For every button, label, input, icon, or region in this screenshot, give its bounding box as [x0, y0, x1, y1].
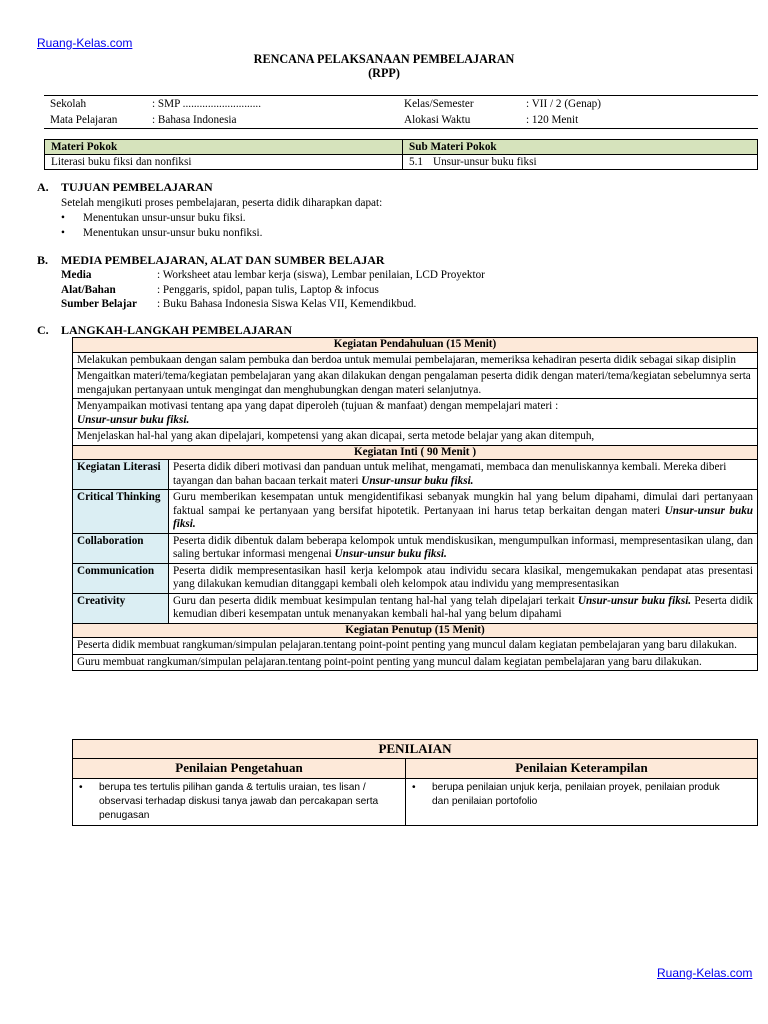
steps-table: [72, 337, 758, 671]
sekolah-value: : SMP ............................: [152, 98, 261, 110]
section-a-heading: A. TUJUAN PEMBELAJARAN: [37, 180, 213, 194]
table-row: Menjelaskan hal-hal yang akan dipelajari, kompetensi yang akan dicapai, serta metode belajar yang akan ditempuh,: [73, 429, 758, 446]
sekolah-label: Sekolah: [50, 98, 87, 110]
table-row: Mengaitkan materi/tema/kegiatan pembelajaran yang akan dilakukan dengan pengalaman peserta didik dengan materi/tema/kegiatan sebelumnya serta mengajukan pertanyaan untuk mengingat dan menghubungkan dengan materi selanjutnya.: [73, 369, 758, 399]
list-item: • Menentukan unsur-unsur buku fiksi.: [61, 212, 246, 224]
creat-label: Creativity: [73, 593, 169, 623]
doc-title: RENCANA PELAKSANAAN PEMBELAJARAN: [253, 52, 515, 66]
doc-subtitle: (RPP): [368, 66, 400, 80]
media-table: [61, 268, 485, 312]
sub-materi-value: 5.1 Unsur-unsur buku fiksi: [403, 155, 758, 170]
sumber-label: Sumber Belajar: [61, 298, 137, 310]
bullet-icon: •: [412, 781, 416, 793]
penutup-title: Kegiatan Penutup (15 Menit): [73, 623, 758, 638]
alat-value: : Penggaris, spidol, papan tulis, Laptop & infocus: [157, 283, 379, 296]
penilaian-col2: Penilaian Keterampilan: [406, 759, 758, 778]
table-row: Melakukan pembukaan dengan salam pembuka dan berdoa untuk memulai pembelajaran, memeriksa kehadiran peserta didik sebagai sikap disiplin: [73, 352, 758, 369]
penilaian-item1: • berupa tes tertulis pilihan ganda & tertulis uraian, tes lisan / observasi terhadap diskusi tanya jawab dan percakapan serta penugasan: [73, 778, 406, 825]
bullet-icon: •: [61, 227, 65, 239]
comm-text: Peserta didik mempresentasikan hasil kerja kelompok atau individu secara klasikal, mengemukakan pendapat atas presentasi yang dilakukan kemudian ditanggapi kembali oleh kelompok atau individu yang mempresentasikan: [169, 563, 758, 593]
sub-materi-header: Sub Materi Pokok: [403, 140, 758, 155]
bullet-icon: •: [79, 781, 83, 793]
penilaian-table: [72, 739, 758, 826]
alokasi-label: Alokasi Waktu: [404, 114, 471, 126]
top-link[interactable]: Ruang-Kelas.com: [37, 36, 133, 50]
bottom-link[interactable]: Ruang-Kelas.com: [657, 966, 753, 980]
comm-label: Communication: [73, 563, 169, 593]
critical-label: Critical Thinking: [73, 490, 169, 534]
literasi-text: Peserta didik diberi motivasi dan panduan untuk melihat, mengamati, membaca dan menuliskannya kembali. Mereka diberi tayangan dan bahan bacaan terkait materi Unsur-unsur buku fiksi.: [169, 460, 758, 490]
alokasi-value: : 120 Menit: [526, 114, 579, 126]
penilaian-col1: Penilaian Pengetahuan: [73, 759, 406, 778]
inti-title: Kegiatan Inti ( 90 Menit ): [73, 445, 758, 460]
materi-value: Literasi buku fiksi dan nonfiksi: [45, 155, 403, 170]
kelas-value: : VII / 2 (Genap): [526, 98, 601, 110]
pendahuluan-title: Kegiatan Pendahuluan (15 Menit): [73, 338, 758, 353]
critical-text: Guru memberikan kesempatan untuk mengidentifikasi sebanyak mungkin hal yang belum dipahami, dimulai dari pertanyaan faktual sampai ke pertanyaan yang bersifat hipotetik. Pertanyaan ini harus tetap berkaitan dengan materi Unsur-unsur buku fiksi.: [169, 490, 758, 534]
media-label: Media: [61, 269, 92, 281]
table-row: Guru membuat rangkuman/simpulan pelajaran.tentang point-point penting yang muncul dalam kegiatan pembelajaran yang baru dilakukan.: [73, 654, 758, 671]
penilaian-item2: • berupa penilaian unjuk kerja, penilaian proyek, penilaian produk dan penilaian portofolio: [406, 778, 758, 825]
alat-label: Alat/Bahan: [61, 283, 116, 296]
materi-header: Materi Pokok: [45, 140, 403, 155]
penilaian-title: PENILAIAN: [73, 740, 758, 759]
mapel-value: : Bahasa Indonesia: [152, 114, 237, 126]
section-c-heading: C. LANGKAH-LANGKAH PEMBELAJARAN: [37, 323, 293, 337]
section-b-heading: B. MEDIA PEMBELAJARAN, ALAT DAN SUMBER BELAJAR: [37, 253, 385, 267]
media-value: : Worksheet atau lembar kerja (siswa), Lembar penilaian, LCD Proyektor: [157, 269, 485, 281]
kelas-label: Kelas/Semester: [404, 98, 474, 110]
collab-label: Collaboration: [73, 533, 169, 563]
bullet-icon: •: [61, 212, 65, 224]
creat-text: Guru dan peserta didik membuat kesimpulan tentang hal-hal yang telah dipelajari terkait Unsur-unsur buku fiksi. Peserta didik kemudian diberi kesempatan untuk menanyakan kembali hal-hal yang belum dipahami: [169, 593, 758, 623]
collab-text: Peserta didik dibentuk dalam beberapa kelompok untuk mendiskusikan, mengumpulkan informasi, mempresentasikan ulang, dan saling bertukar informasi mengenai Unsur-unsur buku fiksi.: [169, 533, 758, 563]
table-row: Peserta didik membuat rangkuman/simpulan pelajaran.tentang point-point penting yang muncul dalam kegiatan pembelajaran yang baru dilakukan.: [73, 638, 758, 655]
info-table: [44, 95, 758, 129]
list-item: • Menentukan unsur-unsur buku nonfiksi.: [61, 227, 263, 239]
table-row: Menyampaikan motivasi tentang apa yang dapat diperoleh (tujuan & manfaat) dengan mempelajari materi : Unsur-unsur buku fiksi.: [73, 399, 758, 429]
literasi-label: Kegiatan Literasi: [73, 460, 169, 490]
sumber-value: : Buku Bahasa Indonesia Siswa Kelas VII, Kemendikbud.: [157, 298, 417, 310]
section-a-intro: Setelah mengikuti proses pembelajaran, peserta didik diharapkan dapat:: [61, 197, 383, 209]
mapel-label: Mata Pelajaran: [50, 114, 118, 126]
materi-table: [44, 139, 758, 170]
